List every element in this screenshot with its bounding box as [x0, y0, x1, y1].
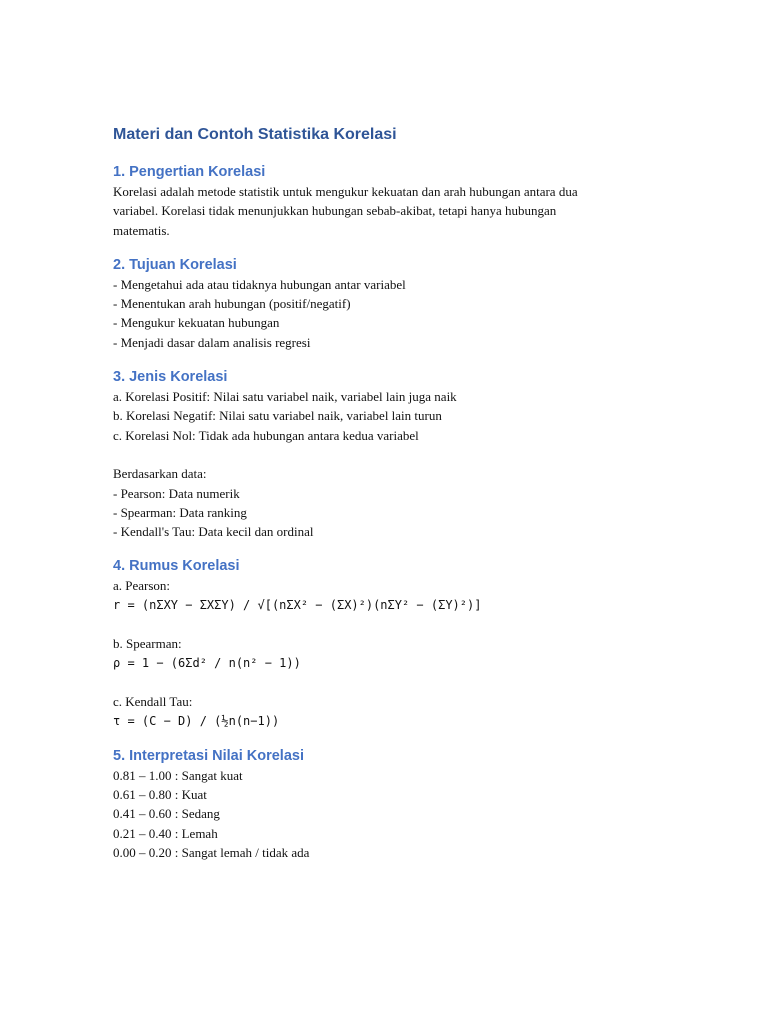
document-title: Materi dan Contoh Statistika Korelasi [113, 126, 397, 143]
list-item: - Spearman: Data ranking [113, 504, 247, 520]
section-heading-pengertian: 1. Pengertian Korelasi [113, 164, 266, 180]
text-line: variabel. Korelasi tidak menunjukkan hubungan sebab-akibat, tetapi hanya hubungan [113, 203, 557, 219]
kendall-formula: τ = (C − D) / (½n(n−1)) [113, 713, 280, 728]
blank-line [113, 445, 658, 464]
list-item: a. Korelasi Positif: Nilai satu variabel naik, variabel lain juga naik [113, 389, 457, 405]
list-item: - Mengukur kekuatan hubungan [113, 315, 280, 331]
section-heading-rumus: 4. Rumus Korelasi [113, 558, 240, 575]
list-item: - Menentukan arah hubungan (positif/negatif) [113, 296, 351, 312]
section-body-pengertian [113, 182, 658, 240]
list-item: - Menjadi dasar dalam analisis regresi [113, 334, 311, 350]
text-line: a. Pearson: [113, 578, 171, 594]
blank-line [113, 673, 658, 692]
section-heading-tujuan: 2. Tujuan Korelasi [113, 256, 237, 273]
text-line: c. Kendall Tau: [113, 694, 193, 710]
section-body-jenis [113, 387, 658, 541]
text-line: matematis. [113, 222, 170, 238]
section-heading-jenis: 3. Jenis Korelasi [113, 369, 228, 386]
list-item: 0.00 – 0.20 : Sangat lemah / tidak ada [113, 845, 310, 861]
list-item: - Pearson: Data numerik [113, 485, 240, 501]
spearman-formula: ρ = 1 − (6Σd² / n(n² − 1)) [113, 655, 301, 670]
list-item: b. Korelasi Negatif: Nilai satu variabel naik, variabel lain turun [113, 408, 442, 424]
list-item: - Kendall's Tau: Data kecil dan ordinal [113, 524, 314, 540]
pearson-formula: r = (nΣXY − ΣXΣY) / √[(nΣX² − (ΣX)²)(nΣY² − (ΣY)²)] [113, 597, 482, 612]
list-item: - Mengetahui ada atau tidaknya hubungan antar variabel [113, 276, 406, 292]
text-line: Korelasi adalah metode statistik untuk mengukur kekuatan dan arah hubungan antara dua [113, 184, 578, 199]
list-item: c. Korelasi Nol: Tidak ada hubungan antara kedua variabel [113, 427, 419, 443]
text-line: Berdasarkan data: [113, 466, 207, 482]
list-item: 0.21 – 0.40 : Lemah [113, 825, 218, 841]
section-body-rumus [113, 576, 658, 730]
blank-line [113, 615, 658, 634]
list-item: 0.41 – 0.60 : Sedang [113, 806, 220, 822]
section-body-interpretasi [113, 766, 658, 862]
document-page [113, 124, 658, 862]
text-line: b. Spearman: [113, 636, 182, 652]
list-item: 0.81 – 1.00 : Sangat kuat [113, 767, 243, 783]
section-body-tujuan [113, 275, 658, 352]
section-heading-interpretasi: 5. Interpretasi Nilai Korelasi [113, 747, 304, 764]
list-item: 0.61 – 0.80 : Kuat [113, 787, 207, 803]
